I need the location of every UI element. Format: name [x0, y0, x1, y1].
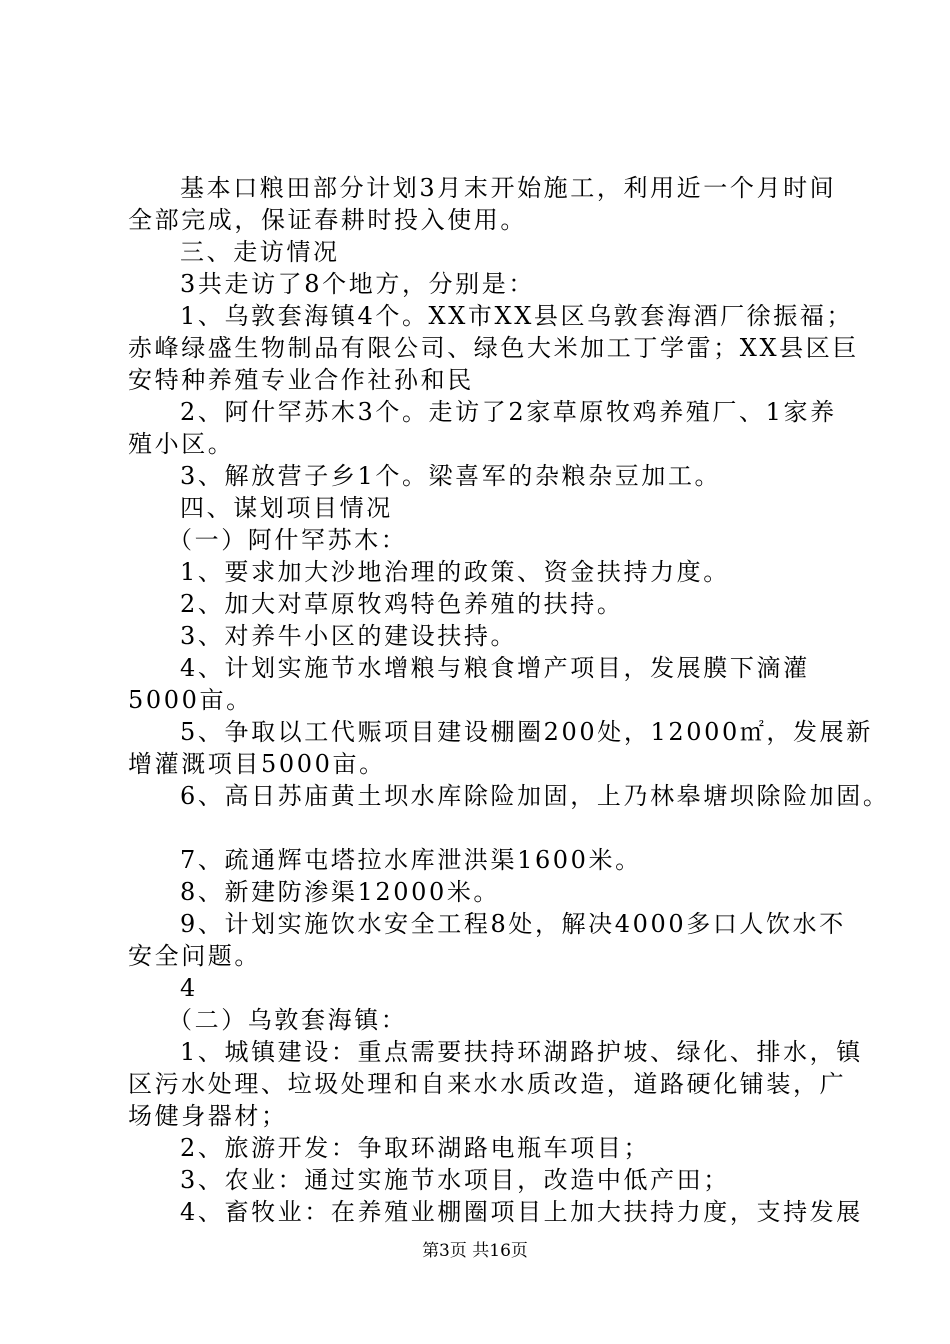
text-line: 四、谋划项目情况 [180, 494, 393, 522]
text-line: 4、畜牧业：在养殖业棚圈项目上加大扶持力度，支持发展 [180, 1198, 863, 1226]
text-line: 1、要求加大沙地治理的政策、资金扶持力度。 [180, 558, 730, 586]
text-line: 5、争取以工代赈项目建设棚圈200处，12000㎡，发展新 [180, 718, 873, 746]
document-body [128, 172, 890, 1228]
text-line: 3、农业：通过实施节水项目，改造中低产田； [180, 1166, 730, 1194]
text-line: 2、旅游开发：争取环湖路电瓶车项目； [180, 1134, 651, 1162]
page-footer: 第3页 共16页 [422, 1241, 528, 1261]
text-line: 1、城镇建设：重点需要扶持环湖路护坡、绿化、排水，镇 [180, 1038, 863, 1066]
text-line: 2、阿什罕苏木3个。走访了2家草原牧鸡养殖厂、1家养 [180, 398, 837, 426]
text-line: 2、加大对草原牧鸡特色养殖的扶持。 [180, 590, 624, 618]
text-line: 安特种养殖专业合作社孙和民 [128, 366, 474, 394]
text-line: （二）乌敦套海镇： [168, 1006, 408, 1034]
text-line: 5000亩。 [128, 686, 253, 714]
text-line: 场健身器材； [128, 1102, 288, 1130]
blank-line [128, 812, 840, 844]
text-line: 7、疏通辉屯塔拉水库泄洪渠1600米。 [180, 846, 642, 874]
text-line: 4 [180, 974, 198, 1002]
text-line: 区污水处理、垃圾处理和自来水水质改造，道路硬化铺装，广 [128, 1070, 847, 1098]
text-line: 1、乌敦套海镇4个。XX市XX县区乌敦套海酒厂徐振福； [180, 302, 854, 330]
text-line: （一）阿什罕苏木： [168, 526, 408, 554]
text-line: 3共走访了8个地方，分别是： [180, 270, 535, 298]
text-line: 8、新建防渗渠12000米。 [180, 878, 501, 906]
text-line: 基本口粮田部分计划3月末开始施工，利用近一个月时间 [180, 174, 837, 202]
text-line: 6、高日苏庙黄土坝水库除险加固，上乃林皋塘坝除险加固。 [180, 782, 890, 810]
text-line: 殖小区。 [128, 430, 235, 458]
text-line: 3、解放营子乡1个。梁喜军的杂粮杂豆加工。 [180, 462, 722, 490]
text-line: 三、走访情况 [180, 238, 340, 266]
text-line: 4、计划实施节水增粮与粮食增产项目，发展膜下滴灌 [180, 654, 810, 682]
text-line: 增灌溉项目5000亩。 [128, 750, 386, 778]
text-line: 全部完成，保证春耕时投入使用。 [128, 206, 527, 234]
text-line: 安全问题。 [128, 942, 261, 970]
text-line: 赤峰绿盛生物制品有限公司、绿色大米加工丁学雷；XX县区巨 [128, 334, 859, 362]
text-line: 3、对养牛小区的建设扶持。 [180, 622, 518, 650]
text-line: 9、计划实施饮水安全工程8处，解决4000多口人饮水不 [180, 910, 846, 938]
